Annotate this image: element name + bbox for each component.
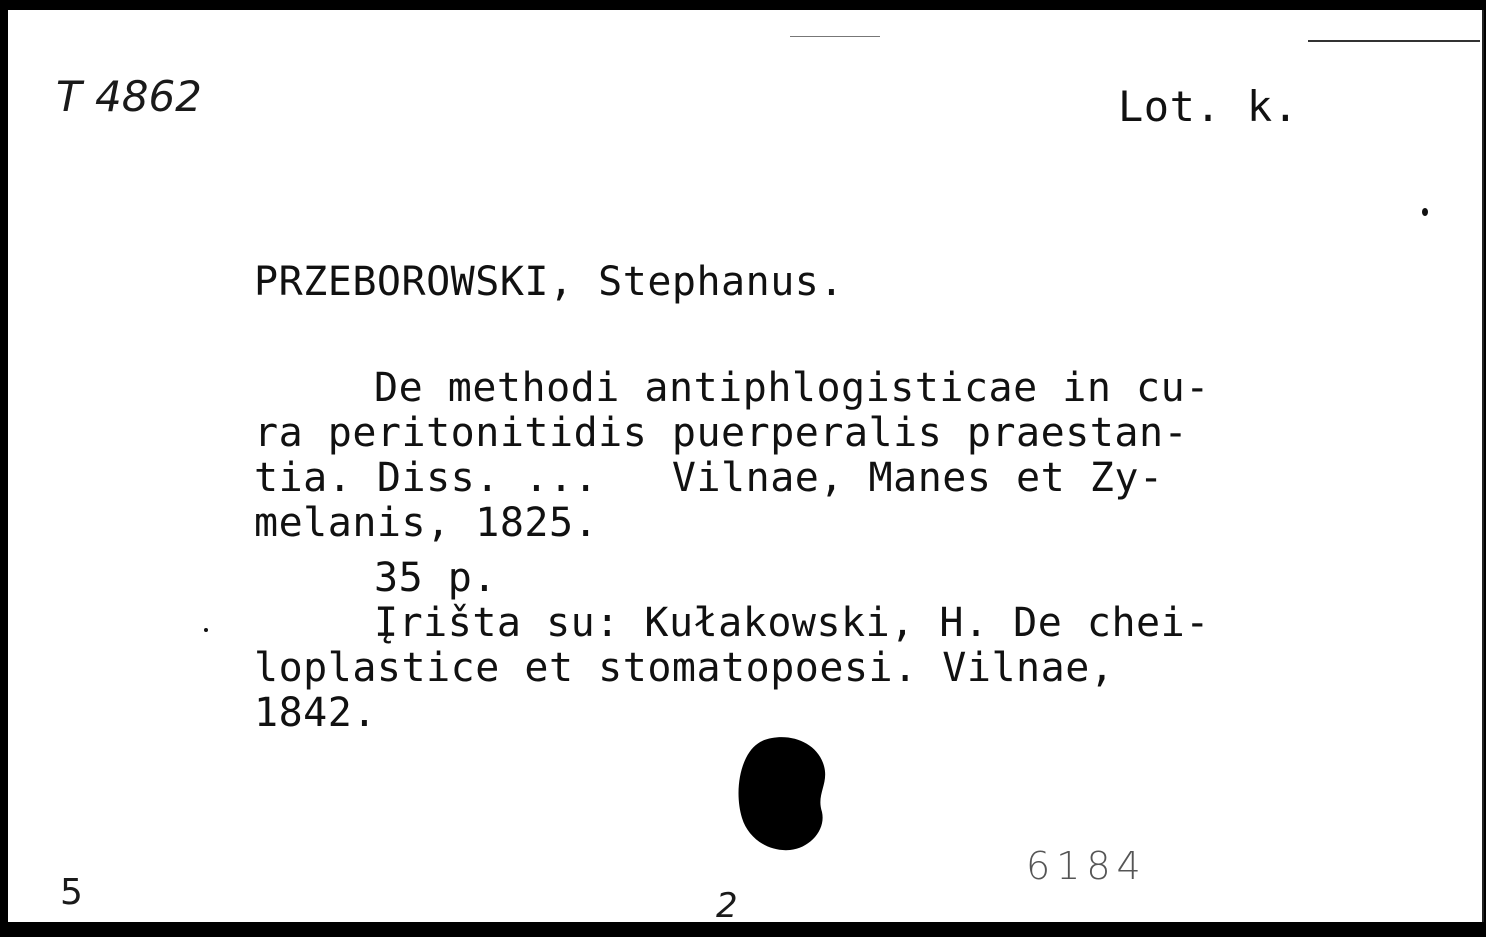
top-edge-mark bbox=[1308, 40, 1480, 42]
location-code: Lot. k. bbox=[1118, 82, 1299, 131]
title-line: melanis, 1825. bbox=[254, 500, 599, 546]
corner-mark-left: 5 bbox=[60, 872, 83, 913]
bottom-number: 2 bbox=[716, 886, 738, 926]
ink-speck bbox=[1422, 208, 1428, 216]
note-line: 1842. bbox=[254, 690, 377, 736]
collation: 35 p. bbox=[374, 555, 497, 601]
note-line: Įrišta su: Kułakowski, H. De chei- bbox=[374, 600, 1210, 646]
note-line: loplastice et stomatopoesi. Vilnae, bbox=[254, 645, 1115, 691]
catalog-card bbox=[8, 10, 1484, 926]
call-number: T 4862 bbox=[56, 72, 202, 121]
library-stamp bbox=[732, 734, 832, 852]
top-dash-mark bbox=[790, 36, 880, 37]
author-heading: PRZEBOROWSKI, Stephanus. bbox=[254, 259, 844, 305]
title-line: De methodi antiphlogisticae in cu- bbox=[374, 365, 1210, 411]
title-line: ra peritonitidis puerperalis praestan- bbox=[254, 410, 1189, 456]
pencil-number: 6184 bbox=[1026, 844, 1147, 888]
ink-speck bbox=[204, 628, 208, 632]
title-line: tia. Diss. ... Vilnae, Manes et Zy- bbox=[254, 455, 1164, 501]
